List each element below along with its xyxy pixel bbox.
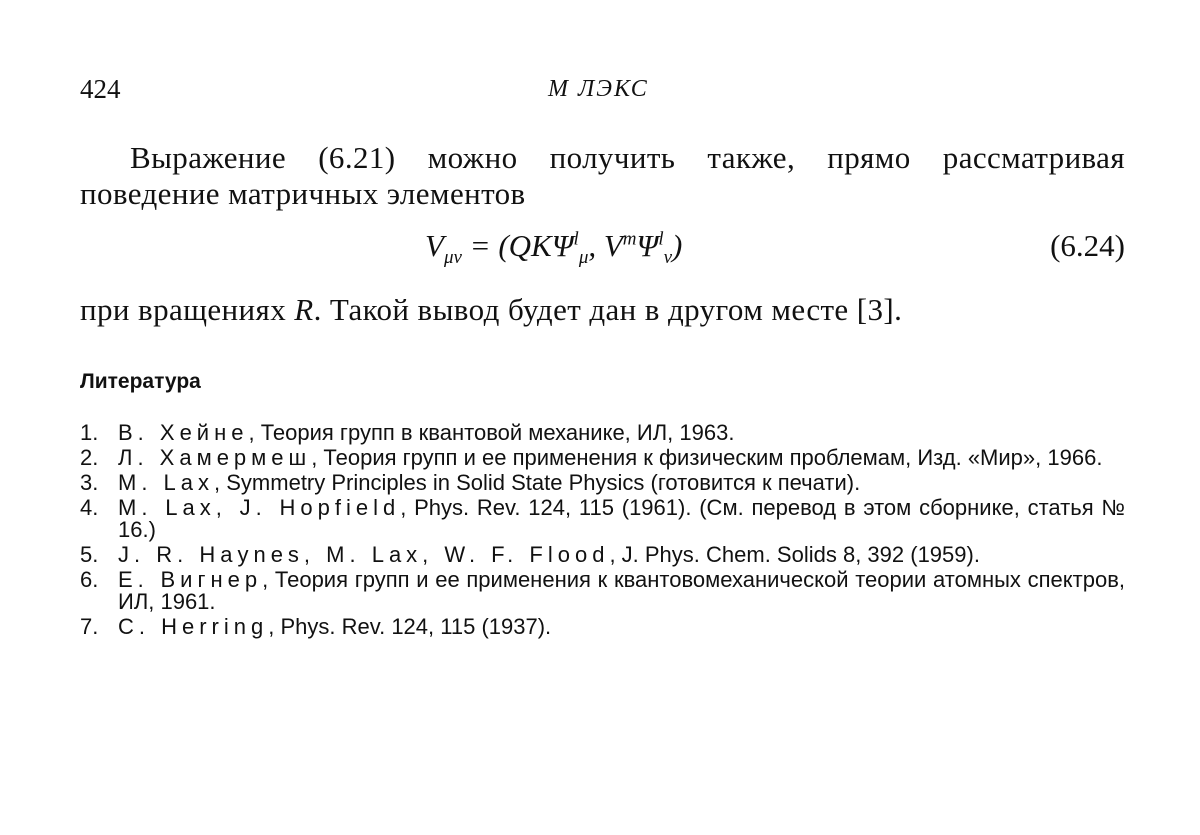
reference-author: Л. Хамермеш [118,445,312,470]
reference-number: 5. [80,542,99,567]
paragraph-2 [80,292,1125,328]
reference-author: J. R. Haynes, M. Lax, W. F. Flood [118,542,610,567]
paragraph-2-b: . Такой вывод будет дан в другом месте [3]. [313,292,903,327]
paragraph-1 [80,140,1125,212]
reference-number: 1. [80,420,99,445]
reference-text [118,422,1125,444]
reference-item [80,616,1125,638]
equation-number: (6.24) [1050,228,1125,263]
reference-number: 7. [80,614,99,639]
page-number: 424 [80,74,121,104]
references-title: Литература [80,370,201,393]
eq-mid: , V [588,228,623,263]
reference-number: 3. [80,470,99,495]
reference-item [80,544,1125,566]
reference-number: 4. [80,495,99,520]
reference-item [80,569,1125,613]
reference-number: 6. [80,567,99,592]
reference-rest: , Phys. Rev. 124, 115 (1961). (См. перевод в этом сборнике, статья № 16.) [118,495,1126,542]
running-head: М ЛЭКС [548,76,649,102]
reference-author: M. Lax, J. Hopfield [118,495,401,520]
eq-psi2-sup: l [658,228,664,250]
reference-rest: , J. Phys. Chem. Solids 8, 392 (1959). [609,542,980,567]
reference-item [80,472,1125,494]
eq-psi1-sub: μ [578,247,589,269]
eq-lhs: V [425,228,444,263]
reference-number: 2. [80,445,99,470]
reference-author: M. Lax [118,470,215,495]
reference-author: C. Herring [118,614,269,639]
reference-text [118,544,1125,566]
equation-6-24 [425,228,682,269]
eq-equals: = (QKΨ [461,228,574,263]
eq-close: ) [672,228,683,263]
reference-rest: , Теория групп в квантовой механике, ИЛ, 1963. [248,420,735,445]
equation-row [80,228,1125,272]
reference-item [80,447,1125,469]
reference-author: Е. Вигнер [118,567,263,592]
paragraph-2-var: R [294,292,314,327]
eq-lhs-sub: μν [443,247,462,269]
paragraph-2-a: при вращениях [80,292,295,327]
reference-item [80,422,1125,444]
reference-text [118,497,1125,541]
references-list [80,422,1125,641]
eq-v-sup: m [622,228,637,250]
reference-rest: , Symmetry Principles in Solid State Physics (готовится к печати). [214,470,861,495]
reference-text [118,472,1125,494]
reference-text [118,616,1125,638]
eq-psi1-sup: l [573,228,579,250]
eq-psi2-sub: ν [663,247,673,269]
paragraph-1-text: Выражение (6.21) можно получить также, прямо рассматривая поведение матричных элементов [80,140,1125,211]
reference-text [118,569,1125,613]
reference-text [118,447,1125,469]
reference-rest: , Phys. Rev. 124, 115 (1937). [268,614,552,639]
eq-psi2: Ψ [636,228,659,263]
reference-author: В. Хейне [118,420,249,445]
reference-rest: , Теория групп и ее применения к квантовомеханической теории атомных спектров, ИЛ, 1961. [118,567,1125,614]
reference-item [80,497,1125,541]
reference-rest: , Теория групп и ее применения к физическим проблемам, Изд. «Мир», 1966. [311,445,1103,470]
